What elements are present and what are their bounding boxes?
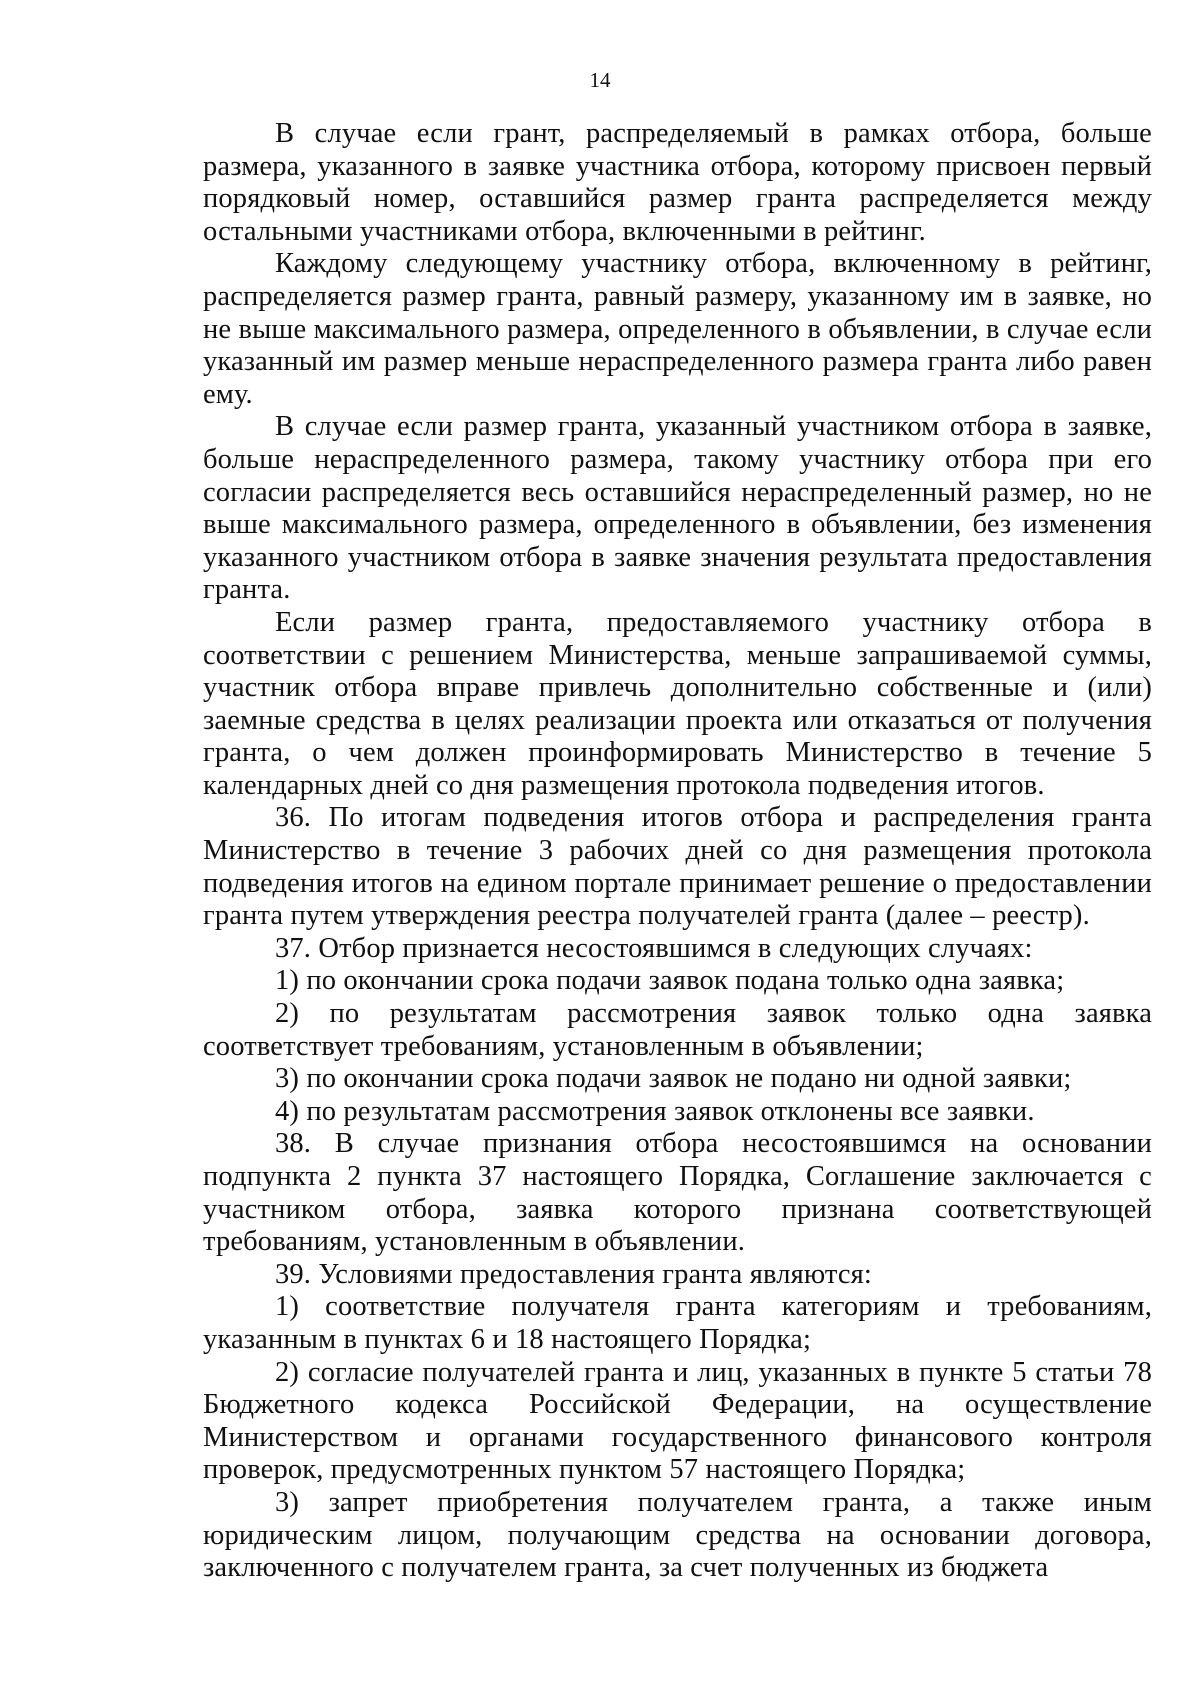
paragraph-item-38: 38. В случае признания отбора несостоявшимся на основании подпункта 2 пункта 37 настоящего Порядка, Соглашение заключается с участником отбора, заявка которого признана соответствующей требованиям, установленным в объявлении. [203,1128,1152,1258]
list-item-39-1: 1) соответствие получателя гранта категориям и требованиям, указанным в пунктах 6 и 18 настоящего Порядка; [203,1291,1152,1355]
list-item-37-4: 4) по результатам рассмотрения заявок отклонены все заявки. [275,1095,1035,1127]
list-item-37-1: 1) по окончании срока подачи заявок подана только одна заявка; [275,965,1065,997]
list-item-37-2: 2) по результатам рассмотрения заявок только одна заявка соответствует требованиям, установленным в объявлении; [203,998,1152,1062]
list-item-39-3: 3) запрет приобретения получателем гранта, а также иным юридическим лицом, получающим средства на основании договора, заключенного с получателем гранта, за счет полученных из бюджета [203,1486,1152,1584]
page-number: 14 [589,68,611,92]
paragraph-grant-exceeds: В случае если размер гранта, указанный участником отбора в заявке, больше нераспределенного размера, такому участнику отбора при его согласии распределяется весь оставшийся нераспределенный размер, но не выше максимального размера, определенного в объявлении, без изменения указанного участником отбора в заявке значения результата предоставления гранта. [203,411,1152,606]
list-item-37-3: 3) по окончании срока подачи заявок не подано ни одной заявки; [275,1063,1072,1095]
paragraph-grant-remainder: В случае если грант, распределяемый в рамках отбора, больше размера, указанного в заявке участника отбора, которому присвоен первый порядковый номер, оставшийся размер гранта распределяется между остальными участниками отбора, включенными в рейтинг. [203,118,1152,247]
paragraph-item-37: 37. Отбор признается несостоявшимся в следующих случаях: [275,932,1033,964]
document-body [203,118,1152,1585]
paragraph-item-39: 39. Условиями предоставления гранта являются: [275,1258,872,1290]
paragraph-grant-less: Если размер гранта, предоставляемого участнику отбора в соответствии с решением Министерства, меньше запрашиваемой суммы, участник отбора вправе привлечь дополнительно собственные и (или) заемные средства в целях реализации проекта или отказаться от получения гранта, о чем должен проинформировать Министерство в течение 5 календарных дней со дня размещения протокола подведения итогов. [203,606,1152,801]
list-item-39-2: 2) согласие получателей гранта и лиц, указанных в пункте 5 статьи 78 Бюджетного кодекса Российской Федерации, на осуществление Министерством и органами государственного финансового контроля проверок, предусмотренных пунктом 57 настоящего Порядка; [203,1356,1152,1486]
paragraph-item-36: 36. По итогам подведения итогов отбора и распределения гранта Министерство в течение 3 рабочих дней со дня размещения протокола подведения итогов на едином портале принимает решение о предоставлении гранта путем утверждения реестра получателей гранта (далее – реестр). [203,802,1152,932]
paragraph-next-participant: Каждому следующему участнику отбора, включенному в рейтинг, распределяется размер гранта, равный размеру, указанному им в заявке, но не выше максимального размера, определенного в объявлении, в случае если указанный им размер меньше нераспределенного размера гранта либо равен ему. [203,248,1152,410]
